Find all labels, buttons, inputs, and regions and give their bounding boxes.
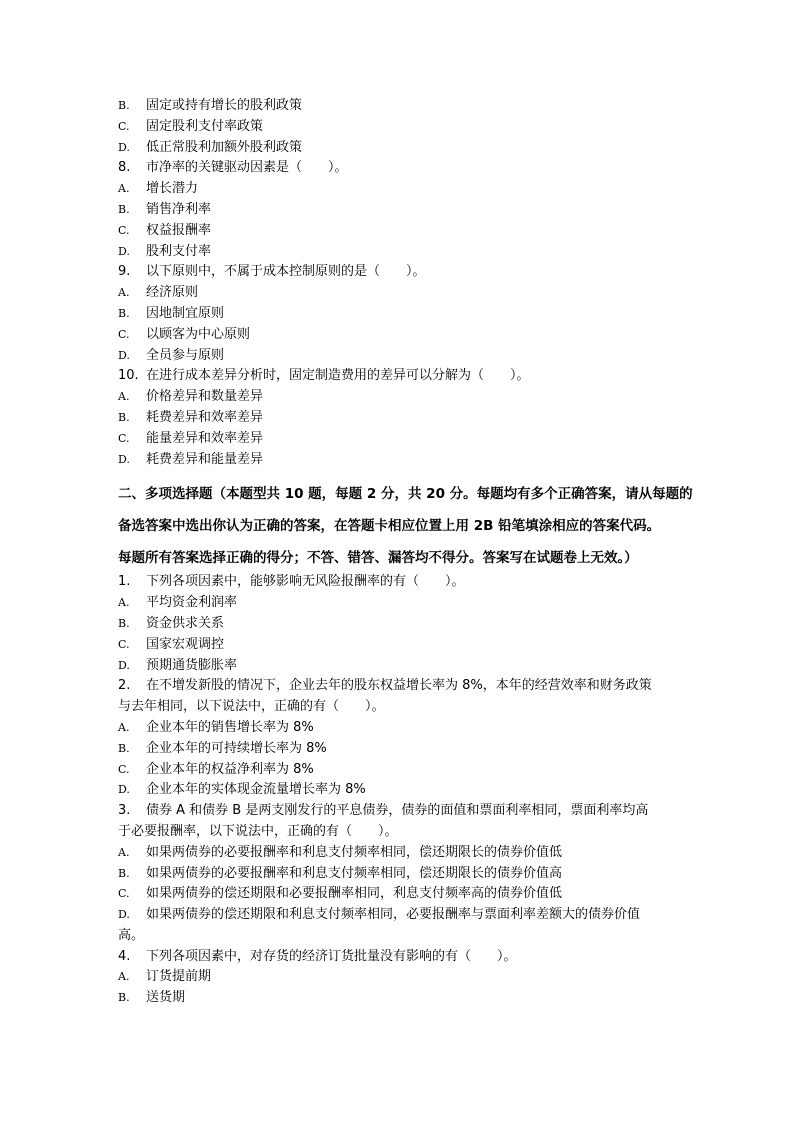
option-7d: D. 低正常股利加额外股利政策 — [118, 139, 303, 155]
question-s2-2: 2. 在不增发新股的情况下，企业去年的股东权益增长率为 8%，本年的经营效率和财务政策 — [118, 678, 652, 694]
option-s2-3d: D. 如果两债券的偿还期限和利息支付频率相同，必要报酬率与票面利率差额大的债券价值 — [118, 907, 641, 923]
option-9d: D. 全员参与原则 — [118, 347, 225, 363]
option-s2-2a: A. 企业本年的销售增长率为 8% — [118, 719, 314, 735]
option-10b: B. 耗费差异和效率差异 — [118, 409, 264, 425]
question-s2-3-continued: 于必要报酬率，以下说法中，正确的有（ ）。 — [118, 823, 398, 839]
section-2-heading-line-2: 备选答案中选出你认为正确的答案，在答题卡相应位置上用 2B 铅笔填涂相应的答案代码。 — [118, 518, 661, 535]
question-s2-2-continued: 与去年相同，以下说法中，正确的有（ ）。 — [118, 699, 385, 715]
section-2-heading-line-3: 每题所有答案选择正确的得分；不答、错答、漏答均不得分。答案写在试题卷上无效。） — [118, 550, 638, 567]
option-s2-3c: C. 如果两债券的偿还期限和必要报酬率相同，利息支付频率高的债券价值低 — [118, 886, 563, 902]
option-s2-1c: C. 国家宏观调控 — [118, 636, 225, 652]
option-s2-1d: D. 预期通货膨胀率 — [118, 657, 238, 673]
option-s2-1b: B. 资金供求关系 — [118, 615, 225, 631]
option-10d: D. 耗费差异和能量差异 — [118, 451, 264, 467]
question-s2-4: 4. 下列各项因素中，对存货的经济订货批量没有影响的有（ ）。 — [118, 948, 517, 964]
option-s2-3b: B. 如果两债券的必要报酬率和利息支付频率相同，偿还期限长的债券价值高 — [118, 865, 563, 881]
option-s2-2c: C. 企业本年的权益净利率为 8% — [118, 761, 314, 777]
question-s2-3: 3. 债券 A 和债券 B 是两支刚发行的平息债券，债券的面值和票面利率相同，票面利率均高 — [118, 803, 649, 819]
question-9: 9. 以下原则中，不属于成本控制原则的是（ ）。 — [118, 264, 426, 280]
option-10c: C. 能量差异和效率差异 — [118, 430, 264, 446]
option-9a: A. 经济原则 — [118, 285, 199, 301]
question-8: 8. 市净率的关键驱动因素是（ ）。 — [118, 160, 348, 176]
question-10: 10. 在进行成本差异分析时，固定制造费用的差异可以分解为（ ）。 — [118, 368, 530, 384]
option-s2-3a: A. 如果两债券的必要报酬率和利息支付频率相同，偿还期限长的债券价值低 — [118, 844, 563, 860]
option-9b: B. 因地制宜原则 — [118, 305, 225, 321]
option-s2-3d-continued: 高。 — [118, 927, 145, 943]
option-s2-2d: D. 企业本年的实体现金流量增长率为 8% — [118, 782, 366, 798]
option-s2-1a: A. 平均资金利润率 — [118, 595, 238, 611]
option-8a: A. 增长潜力 — [118, 181, 199, 197]
option-10a: A. 价格差异和数量差异 — [118, 389, 264, 405]
option-9c: C. 以顾客为中心原则 — [118, 326, 251, 342]
option-8d: D. 股利支付率 — [118, 243, 212, 259]
option-8b: B. 销售净利率 — [118, 201, 212, 217]
exam-content — [118, 96, 693, 1009]
option-8c: C. 权益报酬率 — [118, 222, 212, 238]
option-s2-4a: A. 订货提前期 — [118, 969, 212, 985]
option-7b: B. 固定或持有增长的股利政策 — [118, 98, 303, 113]
option-7c: C. 固定股利支付率政策 — [118, 118, 264, 134]
option-s2-4b: B. 送货期 — [118, 990, 186, 1006]
question-s2-1: 1. 下列各项因素中，能够影响无风险报酬率的有（ ）。 — [118, 574, 465, 590]
section-2-heading-line-1: 二、多项选择题（本题型共 10 题，每题 2 分，共 20 分。每题均有多个正确答案，请从每题的 — [118, 486, 693, 503]
option-s2-2b: B. 企业本年的可持续增长率为 8% — [118, 740, 327, 756]
